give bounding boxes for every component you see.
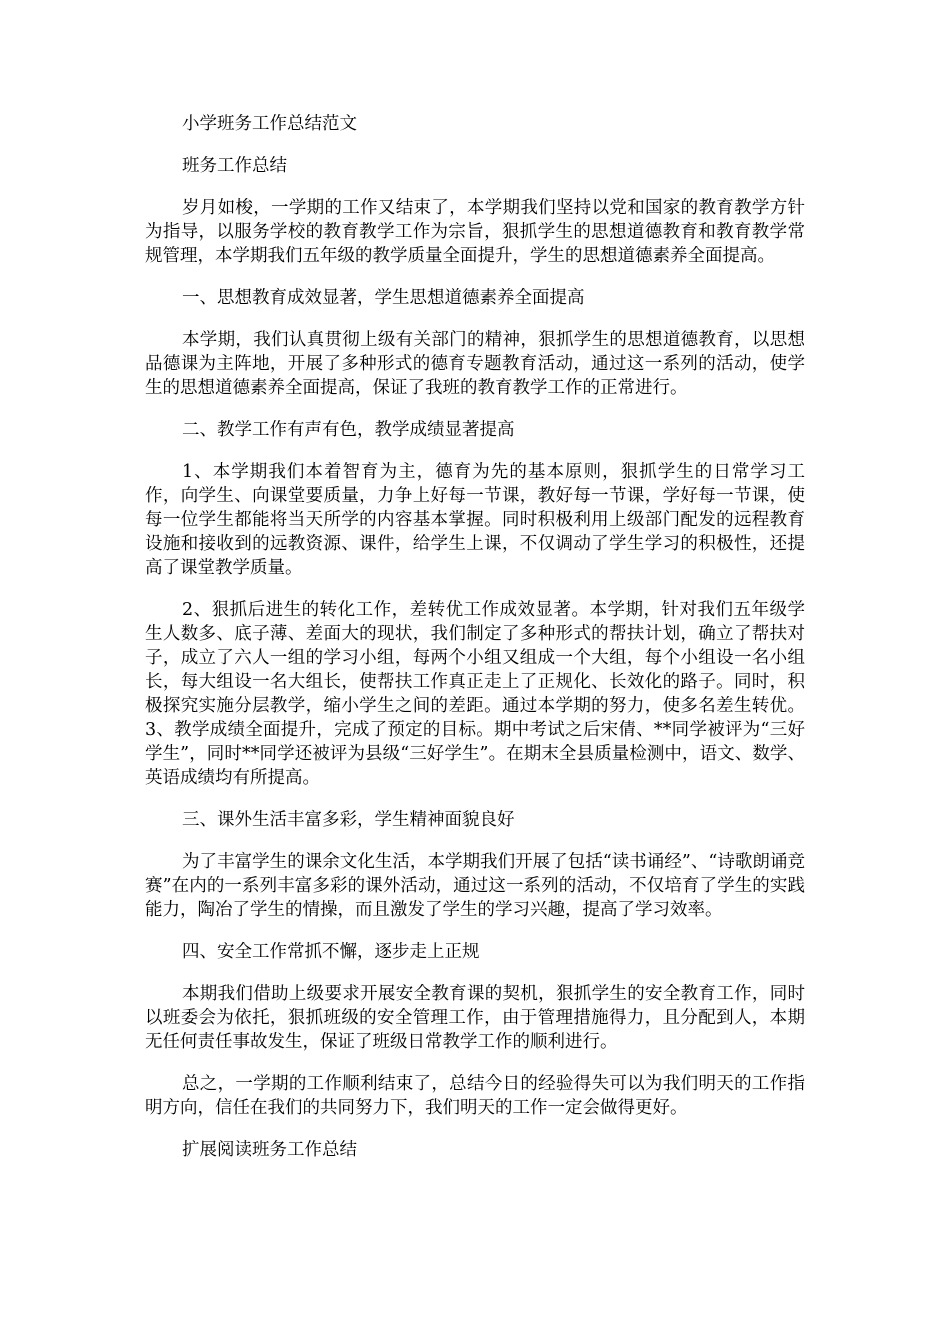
section-4-heading: 四、安全工作常抓不懈，逐步走上正规 xyxy=(182,942,480,962)
conclusion-paragraph: 总之，一学期的工作顺利结束了，总结今日的经验得失可以为我们明天的工作指明方向，信任在我们的共同努力下，我们明天的工作一定会做得更好。 xyxy=(145,1074,805,1118)
section-2-heading: 二、教学工作有声有色，教学成绩显著提高 xyxy=(182,420,515,440)
document-subtitle: 班务工作总结 xyxy=(182,156,287,176)
section-3-heading: 三、课外生活丰富多彩，学生精神面貌良好 xyxy=(182,810,515,830)
section-3-paragraph: 为了丰富学生的课余文化生活，本学期我们开展了包括“读书诵经”、“诗歌朗诵竞赛”在内的一系列丰富多彩的课外活动，通过这一系列的活动，不仅培育了学生的实践能力，陶冶了学生的情操，而且激发了学生的学习兴趣，提高了学习效率。 xyxy=(145,852,805,920)
section-4-paragraph: 本期我们借助上级要求开展安全教育课的契机，狠抓学生的安全教育工作，同时以班委会为依托，狠抓班级的安全管理工作，由于管理措施得力，且分配到人，本期无任何责任事故发生，保证了班级日常教学工作的顺利进行。 xyxy=(145,984,805,1052)
section-1-paragraph: 本学期，我们认真贯彻上级有关部门的精神，狠抓学生的思想道德教育，以思想品德课为主阵地，开展了多种形式的德育专题教育活动，通过这一系列的活动，使学生的思想道德素养全面提高，保证了我班的教育教学工作的正常进行。 xyxy=(145,330,805,398)
intro-paragraph: 岁月如梭，一学期的工作又结束了，本学期我们坚持以党和国家的教育教学方针为指导，以服务学校的教育教学工作为宗旨，狠抓学生的思想道德教育和教育教学常规管理，本学期我们五年级的教学质量全面提升，学生的思想道德素养全面提高。 xyxy=(145,198,805,266)
section-2-item-1: 1、本学期我们本着智育为主，德育为先的基本原则，狠抓学生的日常学习工作，向学生、向课堂要质量，力争上好每一节课，教好每一节课，学好每一节课，使每一位学生都能将当天所学的内容基本掌握。同时积极利用上级部门配发的远程教育设施和接收到的远教资源、课件，给学生上课，不仅调动了学生学习的积极性，还提高了课堂教学质量。 xyxy=(145,462,805,578)
document-page xyxy=(145,112,805,1180)
document-title: 小学班务工作总结范文 xyxy=(182,114,357,134)
section-1-heading: 一、思想教育成效显著，学生思想道德素养全面提高 xyxy=(182,288,585,308)
extended-reading-heading: 扩展阅读班务工作总结 xyxy=(182,1140,357,1160)
section-2-item-2: 2、狠抓后进生的转化工作，差转优工作成效显著。本学期，针对我们五年级学生人数多、底子薄、差面大的现状，我们制定了多种形式的帮扶计划，确立了帮扶对子，成立了六人一组的学习小组，每两个小组又组成一个大组，每个小组设一名小组长，每大组设一名大组长，使帮扶工作真正走上了正规化、长效化的路子。同时，积极探究实施分层教学，缩小学生之间的差距。通过本学期的努力，使多名差生转优。3、教学成绩全面提升，完成了预定的目标。期中考试之后宋倩、**同学被评为“三好学生”，同时**同学还被评为县级“三好学生”。在期末全县质量检测中，语文、数学、英语成绩均有所提高。 xyxy=(145,600,805,788)
